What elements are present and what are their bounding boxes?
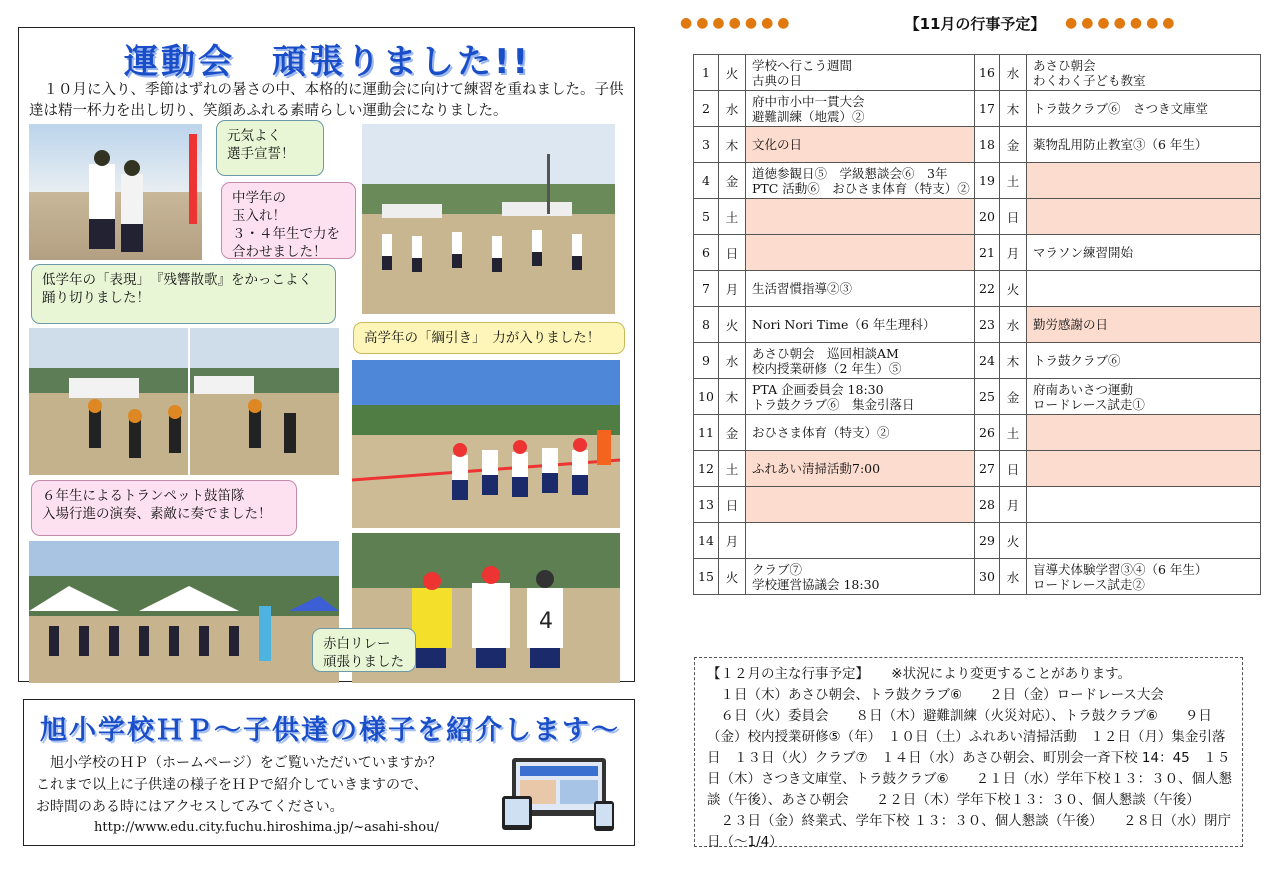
calendar-weekday: 金 xyxy=(1000,379,1027,415)
calendar-weekday: 木 xyxy=(719,379,746,415)
calendar-title: 【11月の行事予定】 xyxy=(904,15,1046,33)
calendar-event: 府南あいさつ運動 ロードレース試走① xyxy=(1027,379,1261,415)
calendar-day: 26 xyxy=(975,415,1000,451)
calendar-event: トラ鼓クラブ⑥ xyxy=(1027,343,1261,379)
calendar-day: 14 xyxy=(694,523,719,559)
calendar-weekday: 火 xyxy=(1000,271,1027,307)
sports-day-section xyxy=(18,27,635,682)
december-note: ※状況により変更することがあります。 xyxy=(891,666,1132,682)
callout-oath: 元気よく 選手宣誓！ xyxy=(216,120,324,176)
calendar-event xyxy=(746,235,975,271)
callout-dance: 低学年の「表現」 『残響散歌』をかっこよく踊り切りました！ xyxy=(31,264,336,324)
calendar-event xyxy=(1027,415,1261,451)
calendar-row xyxy=(694,127,1261,163)
calendar-weekday: 土 xyxy=(1000,163,1027,199)
calendar-weekday: 金 xyxy=(719,163,746,199)
december-section xyxy=(694,657,1243,850)
calendar-row xyxy=(694,523,1261,559)
calendar-weekday: 火 xyxy=(719,307,746,343)
calendar-weekday: 金 xyxy=(1000,127,1027,163)
calendar-day: 6 xyxy=(694,235,719,271)
photo-dance xyxy=(29,328,339,475)
callout-tug-of-war: 高学年の「綱引き」 力が入りました！ xyxy=(353,322,625,354)
calendar-event xyxy=(1027,451,1261,487)
calendar-day: 28 xyxy=(975,487,1000,523)
calendar-day: 25 xyxy=(975,379,1000,415)
calendar-day: 2 xyxy=(694,91,719,127)
calendar-day: 29 xyxy=(975,523,1000,559)
callout-relay: 赤白リレー 頑張りました xyxy=(312,628,416,672)
homepage-url-link[interactable]: http://www.edu.city.fuchu.hiroshima.jp/~asahi-shou/ xyxy=(94,820,439,835)
calendar-weekday: 月 xyxy=(1000,487,1027,523)
calendar-day: 21 xyxy=(975,235,1000,271)
calendar-row xyxy=(694,451,1261,487)
calendar-weekday: 木 xyxy=(1000,343,1027,379)
calendar-day: 5 xyxy=(694,199,719,235)
calendar-day: 17 xyxy=(975,91,1000,127)
december-body xyxy=(707,664,1233,853)
calendar-table xyxy=(693,54,1261,595)
calendar-weekday: 月 xyxy=(1000,235,1027,271)
devices-icon xyxy=(502,756,617,832)
calendar-event: Nori Nori Time（6 年生理科） xyxy=(746,307,975,343)
calendar-day: 30 xyxy=(975,559,1000,595)
calendar-row xyxy=(694,163,1261,199)
calendar-day: 9 xyxy=(694,343,719,379)
calendar-day: 22 xyxy=(975,271,1000,307)
calendar-header xyxy=(680,11,1260,37)
calendar-row xyxy=(694,415,1261,451)
calendar-day: 24 xyxy=(975,343,1000,379)
calendar-event: トラ鼓クラブ⑥ さつき文庫堂 xyxy=(1027,91,1261,127)
calendar-row xyxy=(694,271,1261,307)
calendar-day: 7 xyxy=(694,271,719,307)
calendar-weekday: 水 xyxy=(1000,55,1027,91)
calendar-event xyxy=(746,199,975,235)
calendar-weekday: 日 xyxy=(719,487,746,523)
calendar-event xyxy=(1027,199,1261,235)
sports-day-intro: １０月に入り、季節はずれの暑さの中、本格的に運動会に向けて練習を重ねました。子供達は精一杯力を出し切り、笑顔あふれる素晴らしい運動会になりました。 xyxy=(29,82,624,119)
calendar-weekday: 木 xyxy=(719,127,746,163)
calendar-day: 27 xyxy=(975,451,1000,487)
photo-tamaire xyxy=(362,124,615,314)
calendar-weekday: 木 xyxy=(1000,91,1027,127)
calendar-event: 盲導犬体験学習③④（6 年生） ロードレース試走② xyxy=(1027,559,1261,595)
homepage-section xyxy=(23,699,635,846)
calendar-row xyxy=(694,487,1261,523)
calendar-event xyxy=(1027,487,1261,523)
photo-tug-of-war xyxy=(352,360,620,528)
calendar-event xyxy=(1027,523,1261,559)
photo-trumpet-band xyxy=(29,541,339,683)
photo-oath xyxy=(29,124,202,260)
calendar-event: 道徳参観日⑤ 学級懇談会⑥ 3年 PTC 活動⑥ おひさま体育（特支）② xyxy=(746,163,975,199)
svg-text:4: 4 xyxy=(539,609,553,634)
calendar-day: 10 xyxy=(694,379,719,415)
calendar-event: あさひ朝会 わくわく子ども教室 xyxy=(1027,55,1261,91)
calendar-day: 13 xyxy=(694,487,719,523)
calendar-day: 16 xyxy=(975,55,1000,91)
calendar-event: 文化の日 xyxy=(746,127,975,163)
calendar-weekday: 日 xyxy=(719,235,746,271)
homepage-title: 旭小学校ＨＰ～子供達の様子を紹介します～ xyxy=(40,715,620,746)
sports-day-title: 運動会 頑張りました!! xyxy=(123,42,531,82)
calendar-event: ふれあい清掃活動7:00 xyxy=(746,451,975,487)
calendar-day: 15 xyxy=(694,559,719,595)
calendar-weekday: 土 xyxy=(719,199,746,235)
calendar-row xyxy=(694,199,1261,235)
calendar-day: 4 xyxy=(694,163,719,199)
autumn-leaf-icons-right: ●●●●●●● xyxy=(1065,15,1179,31)
homepage-body: 旭小学校のＨＰ（ホームページ）をご覧いただいていますか？ これまで以上に子供達の様子をＨＰで紹介していきますので、 お時間のある時にはアクセスしてみてください。 xyxy=(36,755,442,815)
calendar-day: 19 xyxy=(975,163,1000,199)
calendar-weekday: 日 xyxy=(1000,451,1027,487)
calendar-row xyxy=(694,559,1261,595)
calendar-weekday: 月 xyxy=(719,271,746,307)
calendar-row xyxy=(694,235,1261,271)
calendar-weekday: 火 xyxy=(1000,523,1027,559)
calendar-event xyxy=(746,487,975,523)
calendar-weekday: 日 xyxy=(1000,199,1027,235)
calendar-weekday: 水 xyxy=(719,343,746,379)
calendar-weekday: 水 xyxy=(1000,307,1027,343)
calendar-event: あさひ朝会 巡回相談AM 校内授業研修（2 年生）⑤ xyxy=(746,343,975,379)
calendar-row xyxy=(694,379,1261,415)
calendar-event: PTA 企画委員会 18:30 トラ鼓クラブ⑥ 集金引落日 xyxy=(746,379,975,415)
calendar-weekday: 火 xyxy=(719,55,746,91)
calendar-day: 3 xyxy=(694,127,719,163)
calendar-event: 学校へ行こう週間 古典の日 xyxy=(746,55,975,91)
calendar-event: 府中市小中一貫大会 避難訓練（地震）② xyxy=(746,91,975,127)
calendar-weekday: 土 xyxy=(1000,415,1027,451)
calendar-row xyxy=(694,91,1261,127)
calendar-weekday: 火 xyxy=(719,559,746,595)
calendar-day: 11 xyxy=(694,415,719,451)
calendar-row xyxy=(694,343,1261,379)
calendar-day: 18 xyxy=(975,127,1000,163)
calendar-weekday: 水 xyxy=(719,91,746,127)
calendar-weekday: 水 xyxy=(1000,559,1027,595)
calendar-day: 12 xyxy=(694,451,719,487)
calendar-weekday: 土 xyxy=(719,451,746,487)
calendar-weekday: 金 xyxy=(719,415,746,451)
calendar-weekday: 月 xyxy=(719,523,746,559)
calendar-event: 勤労感謝の日 xyxy=(1027,307,1261,343)
calendar-event xyxy=(1027,271,1261,307)
calendar-day: 23 xyxy=(975,307,1000,343)
calendar-day: 20 xyxy=(975,199,1000,235)
calendar-event xyxy=(746,523,975,559)
calendar-day: 1 xyxy=(694,55,719,91)
calendar-day: 8 xyxy=(694,307,719,343)
callout-tamaire: 中学年の 玉入れ！ ３・４年生で力を 合わせました！ xyxy=(221,182,356,259)
callout-trumpet-band: ６年生によるトランペット鼓笛隊 入場行進の演奏、素敵に奏でました！ xyxy=(31,480,297,536)
calendar-event: クラブ⑦ 学校運営協議会 18:30 xyxy=(746,559,975,595)
calendar-event: 薬物乱用防止教室③（6 年生） xyxy=(1027,127,1261,163)
december-header: 【１２月の主な行事予定】 xyxy=(707,666,869,682)
calendar-event: おひさま体育（特支）② xyxy=(746,415,975,451)
calendar-event: マラソン練習開始 xyxy=(1027,235,1261,271)
autumn-leaf-icons-left: ●●●●●●● xyxy=(680,15,794,31)
calendar-event xyxy=(1027,163,1261,199)
calendar-row xyxy=(694,55,1261,91)
december-schedule: １日（木）あさひ朝会、トラ鼓クラブ⑥ ２日（金）ロードレース大会 ６日（火）委員会 ８日（木）避難訓練（火災対応）、トラ鼓クラブ⑥ ９日（金）校内授業研修⑤（年） １０日（土）ふれあい清掃活動 １２日（月）集金引落日 １３日（火）クラブ⑦ １４日（水）あさひ朝会、町別会一斉下校 14：45 １５日（木）さつき文庫堂、トラ鼓クラブ⑥ ２１日（水）学年下校１３：３０、個人懇談（午後）、あさひ朝会 ２２日（木）学年下校１３：３０、個人懇談（午後） ２３日（金）終業式、学年下校 １３：３０、個人懇談（午後） ２８日（水）閉庁日（～1/4） xyxy=(707,687,1233,850)
calendar-event: 生活習慣指導②③ xyxy=(746,271,975,307)
calendar-row xyxy=(694,307,1261,343)
